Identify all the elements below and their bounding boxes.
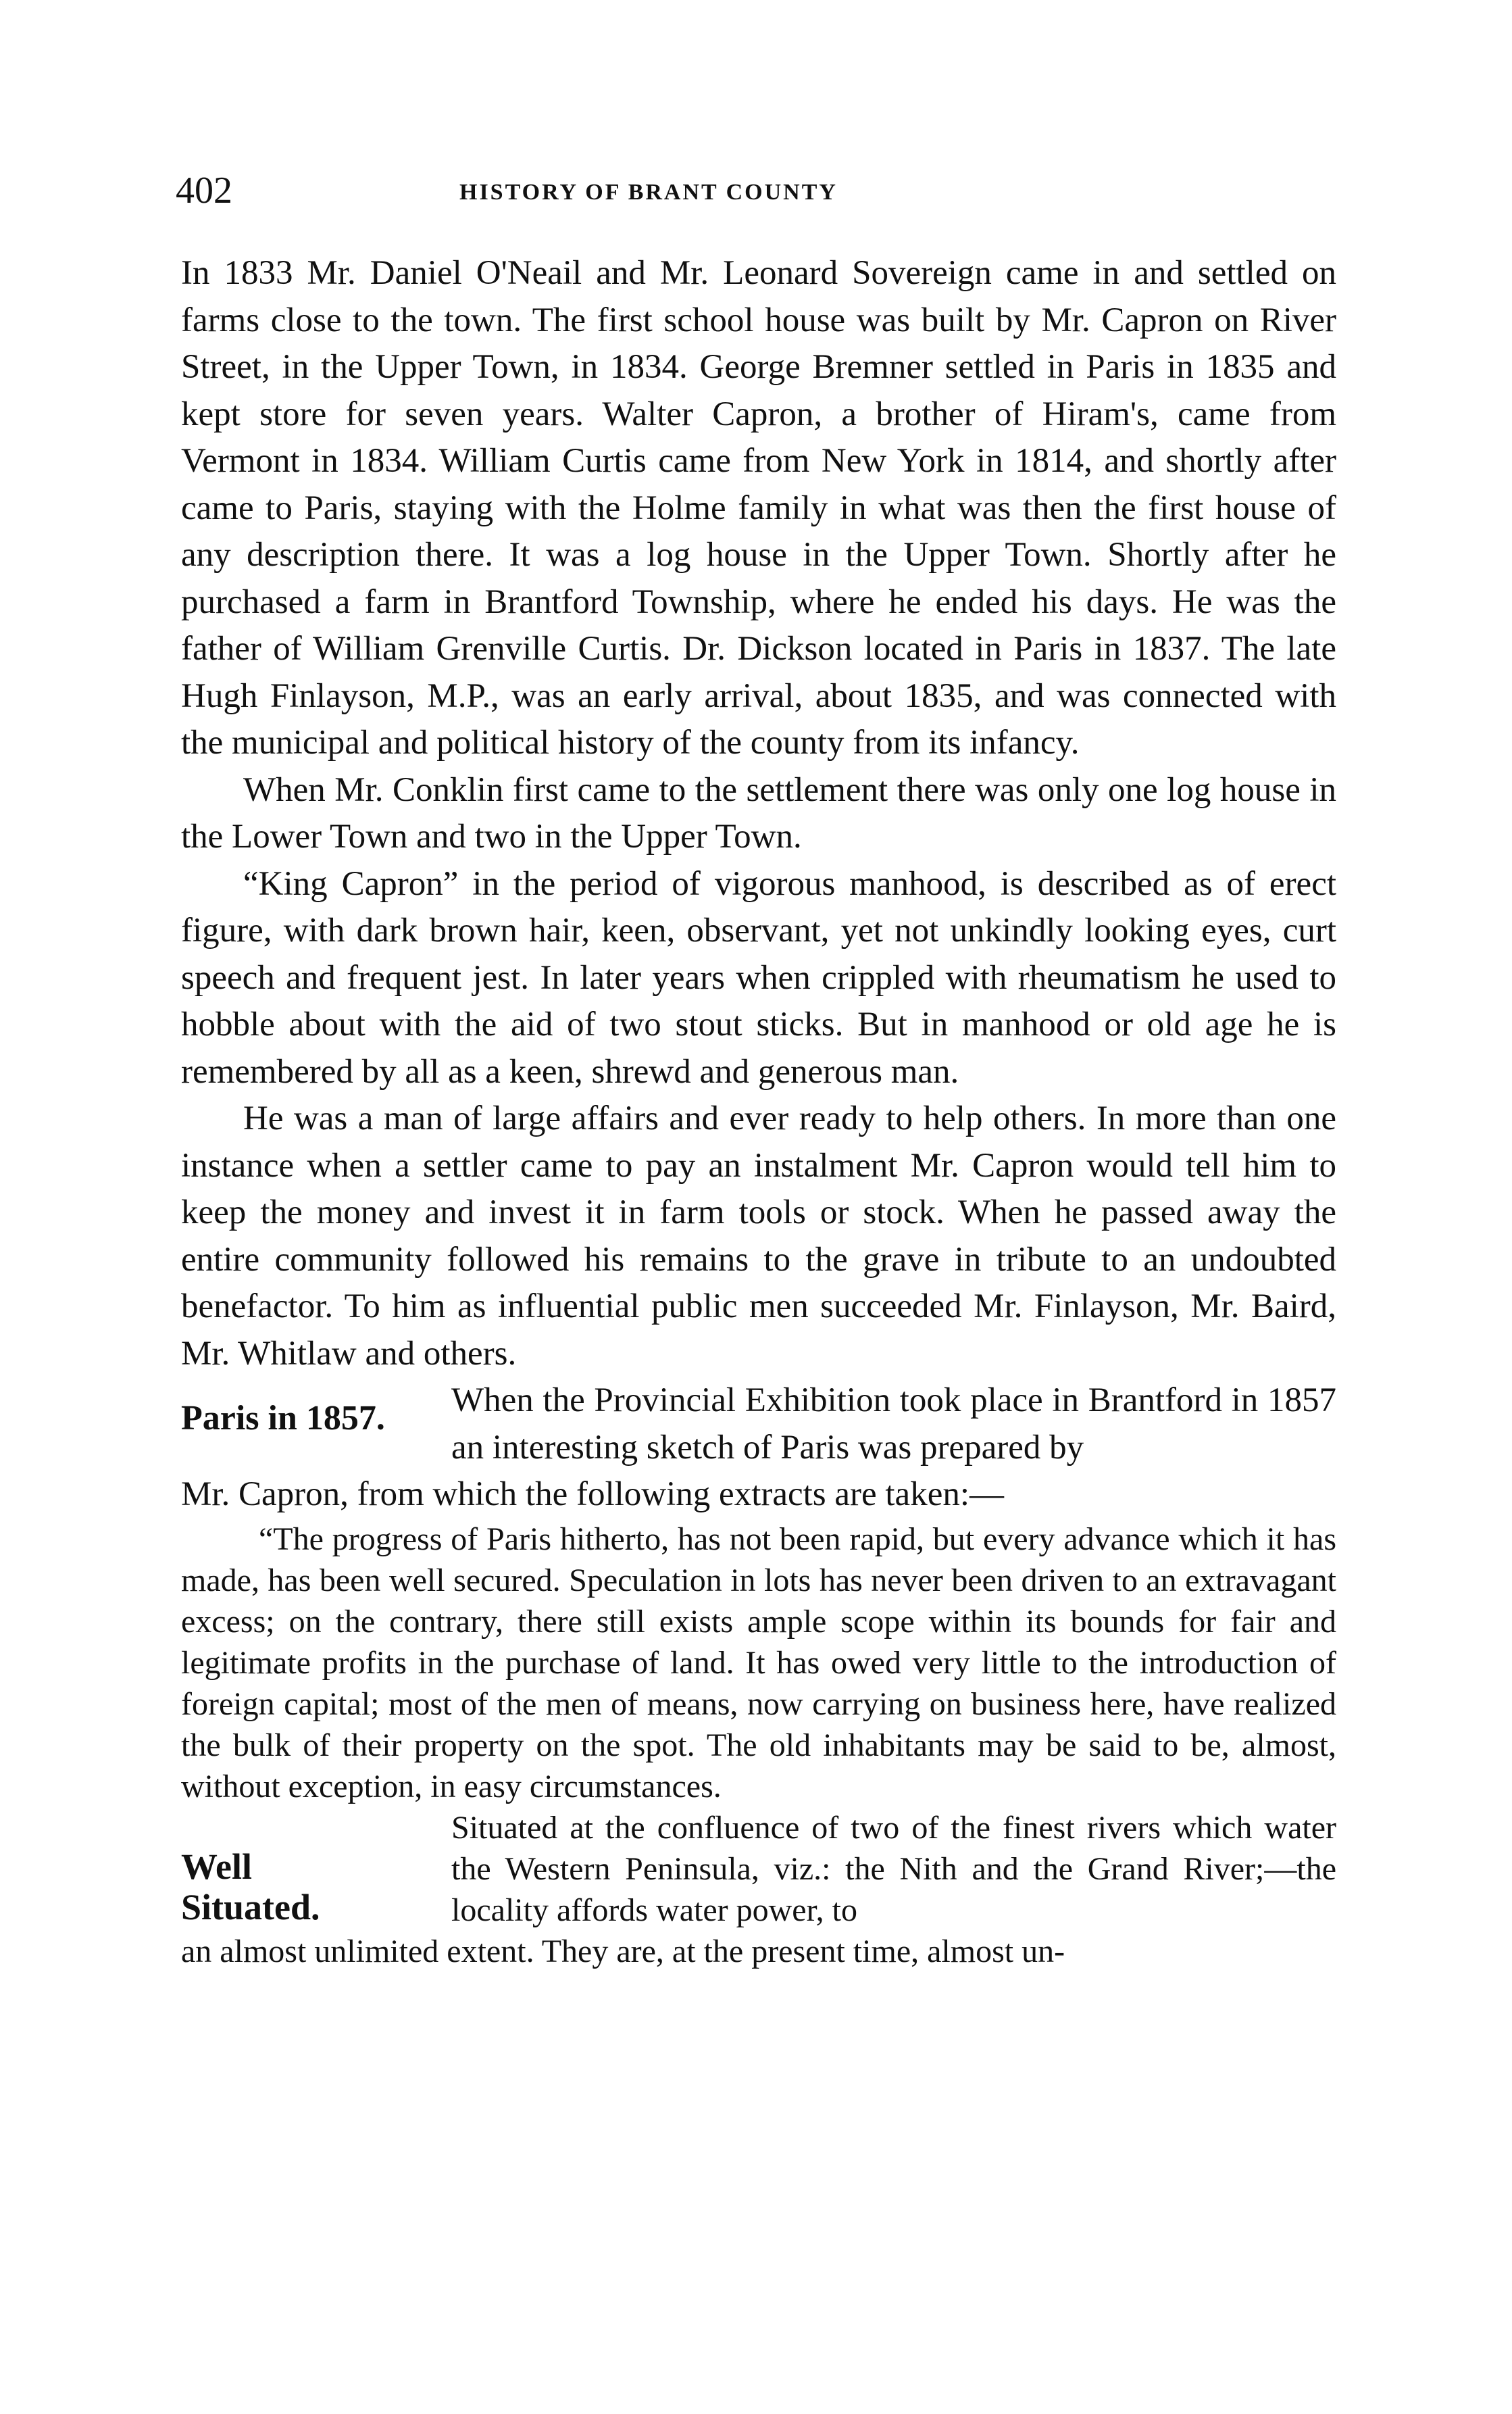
sidenote-paris-text: When the Provincial Exhibition took place in Brantford in 1857 an interesting sketch of Paris was prepared by xyxy=(451,1381,1336,1467)
paragraph-settlers: In 1833 Mr. Daniel O'Neail and Mr. Leonard Sovereign came in and settled on farms close to the town. The first school house was built by Mr. Capron on River Street, in the Upper Town, in 1834. George Bremner settled in Paris in 1835 and kept store for seven years. Walter Capron, a brother of Hiram's, came from Vermont in 1834. William Curtis came from New York in 1814, and shortly after came to Paris, staying with the Holme family in what was then the first house of any description there. It was a log house in the Upper Town. Shortly after he purchased a farm in Brantford Township, where he ended his days. He was the father of William Grenville Curtis. Dr. Dickson located in Paris in 1837. The late Hugh Finlayson, M.P., was an early arrival, about 1835, and was connected with the municipal and political history of the county from its infancy. xyxy=(181,254,1336,762)
sidenote-well-heading xyxy=(181,1807,451,1931)
page-header xyxy=(176,169,1338,223)
sidenote-block-well-situated xyxy=(181,1807,1336,1931)
page-number: 402 xyxy=(176,170,232,212)
running-head: HISTORY OF BRANT COUNTY xyxy=(459,180,838,205)
sidenote-well-heading-line1: Well xyxy=(181,1846,252,1887)
paragraph-well-continuation: an almost unlimited extent. They are, at the present time, almost un- xyxy=(181,1933,1065,1969)
sidenote-well-text: Situated at the confluence of two of the finest rivers which water the Western Peninsula, viz.: the Nith and the Grand River;—the locality affords water power, to xyxy=(451,1809,1336,1928)
sidenote-well-heading-line2: Situated. xyxy=(181,1886,320,1927)
body-text xyxy=(181,250,1336,1972)
sidenote-block-paris xyxy=(181,1377,1336,1471)
paragraph-conklin: When Mr. Conklin first came to the settlement there was only one log house in the Lower Town and two in the Upper Town. xyxy=(181,770,1336,856)
paragraph-large-affairs: He was a man of large affairs and ever ready to help others. In more than one instance when a settler came to pay an instalment Mr. Capron would tell him to keep the money and invest it in farm tools or stock. When he passed away the entire community followed his remains to the grave in tribute to an undoubted benefactor. To him as influential public men succeeded Mr. Finlayson, Mr. Baird, Mr. Whitlaw and others. xyxy=(181,1100,1336,1373)
quote-paris-progress: “The progress of Paris hitherto, has not been rapid, but every advance which it has made, has been well secured. Speculation in lots has never been driven to an extravagant excess; on the contrary, there still exists ample scope within its bounds for fair and legitimate profits in the purchase of land. It has owed very little to the introduction of foreign capital; most of the men of means, now carrying on business here, have realized the bulk of their property on the spot. The old inhabitants may be said to be, almost, without exception, in easy circumstances. xyxy=(181,1521,1336,1804)
paragraph-king-capron: “King Capron” in the period of vigorous manhood, is described as of erect figure, with dark brown hair, keen, observant, yet not unkindly looking eyes, curt speech and frequent jest. In later years when crippled with rheumatism he used to hobble about with the aid of two stout sticks. But in manhood or old age he is remembered by all as a keen, shrewd and generous man. xyxy=(181,864,1336,1091)
paragraph-paris-continuation: Mr. Capron, from which the following extracts are taken:— xyxy=(181,1475,1004,1513)
sidenote-paris-heading: Paris in 1857. xyxy=(181,1399,385,1437)
